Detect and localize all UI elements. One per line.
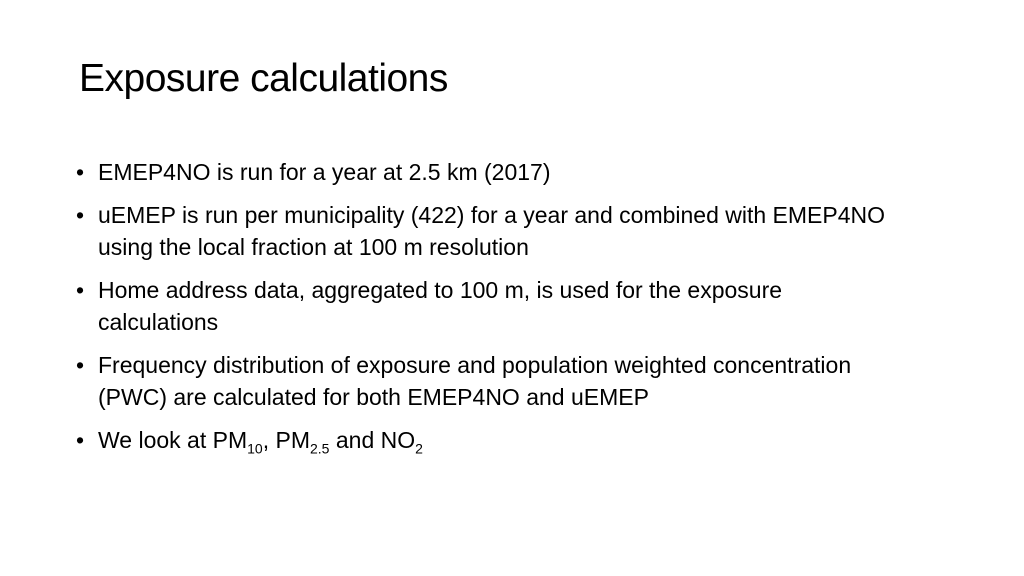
bullet-text: uEMEP is run per municipality (422) for a year and combined with EMEP4NO using the local fraction at 100 m resolution — [98, 202, 886, 260]
bullet-item — [72, 274, 892, 338]
bullet-dot-icon: • — [76, 352, 85, 378]
bullet-list — [72, 156, 892, 467]
slide-title: Exposure calculations — [79, 57, 448, 100]
bullet-text: Home address data, aggregated to 100 m, is used for the exposure calculations — [98, 277, 783, 335]
bullet-item — [72, 156, 892, 188]
bullet-dot-icon: • — [76, 159, 85, 185]
bullet-text: EMEP4NO is run for a year at 2.5 km (2017) — [98, 159, 551, 185]
pollutants-separator-2: and NO — [329, 427, 416, 453]
bullet-dot-icon: • — [76, 427, 85, 453]
pm10-subscript: 10 — [247, 440, 263, 457]
no2-subscript: 2 — [415, 440, 423, 457]
bullet-item — [72, 199, 892, 263]
bullet-text: Frequency distribution of exposure and population weighted concentration (PWC) are calculated for both EMEP4NO and uEMEP — [98, 352, 852, 410]
pollutants-separator-1: , PM — [262, 427, 310, 453]
bullet-item-pollutants — [72, 424, 892, 456]
pollutants-prefix: We look at PM — [98, 427, 248, 453]
pm25-subscript: 2.5 — [310, 440, 330, 457]
bullet-item — [72, 349, 892, 413]
bullet-dot-icon: • — [76, 277, 85, 303]
bullet-dot-icon: • — [76, 202, 85, 228]
